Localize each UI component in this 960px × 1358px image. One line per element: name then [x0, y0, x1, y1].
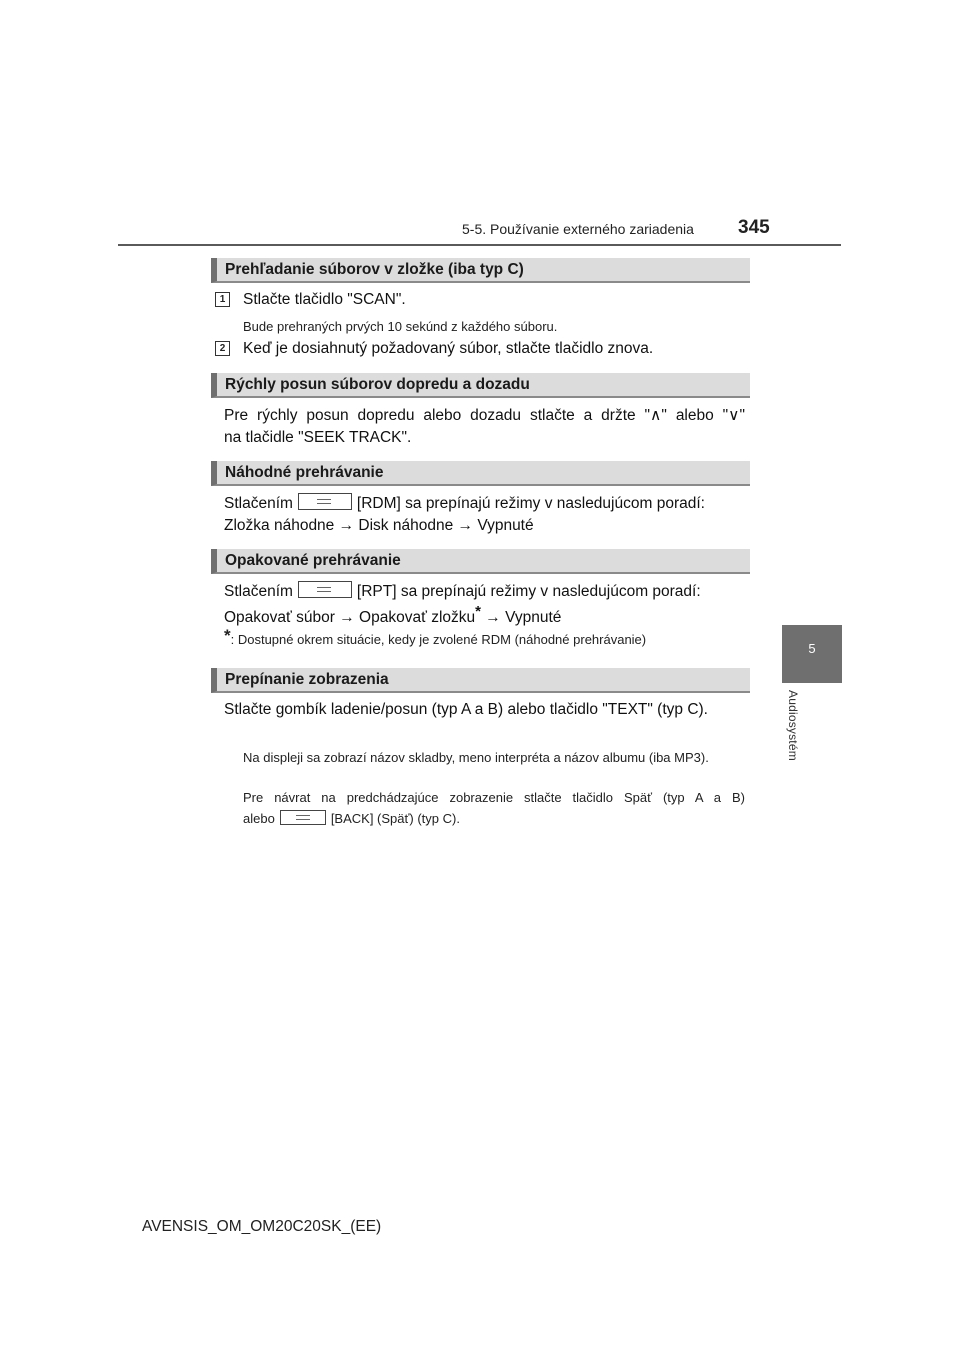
display-note-1: Na displeji sa zobrazí názov skladby, meno interpréta a názov albumu (iba MP3). [243, 750, 709, 765]
seek-line-1: Pre rýchly posun dopredu alebo dozadu stlačte a držte "∧" alebo "∨" [224, 407, 745, 424]
step-number-1: 1 [215, 292, 230, 307]
page-number: 345 [738, 217, 770, 238]
random-sequence: Zložka náhodne → Disk náhodne → Vypnuté [224, 517, 534, 534]
random-suffix: [RDM] sa prepínajú režimy v nasledujúcom poradí: [356, 495, 705, 512]
step-1-text: Stlačte tlačidlo "SCAN". [243, 291, 406, 308]
running-header-section: 5-5. Používanie externého zariadenia [462, 221, 694, 237]
display-note-2-prefix: alebo [243, 811, 275, 826]
repeat-footnote [224, 625, 750, 647]
section-heading-repeat [211, 549, 750, 574]
back-button-icon [280, 810, 326, 825]
header-rule [118, 244, 841, 246]
display-paragraph: Stlačte gombík ladenie/posun (typ A a B) alebo tlačidlo "TEXT" (typ C). [224, 701, 708, 718]
repeat-sequence-a: Opakovať súbor → Opakovať zložku [224, 609, 476, 626]
section-heading-seek [211, 373, 750, 398]
section-heading-folder-scan [211, 258, 750, 283]
display-note-2-suffix: [BACK] (Späť) (typ C). [330, 811, 460, 826]
footnote-text: : Dostupné okrem situácie, kedy je zvolené RDM (náhodné prehrávanie) [230, 632, 647, 647]
section-heading-display [211, 668, 750, 693]
random-prefix: Stlačením [224, 495, 293, 512]
display-note-2-line1: Pre návrat na predchádzajúce zobrazenie stlačte tlačidlo Späť (typ A a B) [243, 790, 745, 805]
section-heading-random [211, 461, 750, 486]
seek-line-2: na tlačidle "SEEK TRACK". [224, 429, 412, 446]
chapter-number: 5 [808, 641, 816, 656]
document-code: AVENSIS_OM_OM20C20SK_(EE) [142, 1218, 382, 1235]
repeat-paragraph [224, 581, 745, 629]
random-paragraph [224, 493, 745, 537]
step-1-note: Bude prehraných prvých 10 sekúnd z každého súboru. [243, 319, 558, 334]
step-2-text: Keď je dosiahnutý požadovaný súbor, stlačte tlačidlo znova. [243, 340, 654, 357]
section-title: Rýchly posun súborov dopredu a dozadu [225, 376, 530, 393]
display-note-2 [243, 789, 745, 827]
step-number-2: 2 [215, 341, 230, 356]
repeat-footnote-mark: * [475, 602, 481, 620]
section-title: Opakované prehrávanie [225, 552, 401, 569]
chapter-label-text: Audiosystém [786, 690, 800, 761]
seek-paragraph [224, 405, 745, 449]
section-title: Prehľadanie súborov v zložke (iba typ C) [225, 261, 524, 278]
section-title: Prepínanie zobrazenia [225, 671, 389, 688]
chapter-label [786, 690, 806, 790]
footnote-star: * [224, 625, 231, 645]
rpt-button-icon [298, 581, 352, 598]
repeat-prefix: Stlačením [224, 583, 293, 600]
repeat-sequence-b: → Vypnuté [480, 609, 562, 626]
section-title: Náhodné prehrávanie [225, 464, 384, 481]
rdm-button-icon [298, 493, 352, 510]
repeat-suffix: [RPT] sa prepínajú režimy v nasledujúcom poradí: [356, 583, 701, 600]
